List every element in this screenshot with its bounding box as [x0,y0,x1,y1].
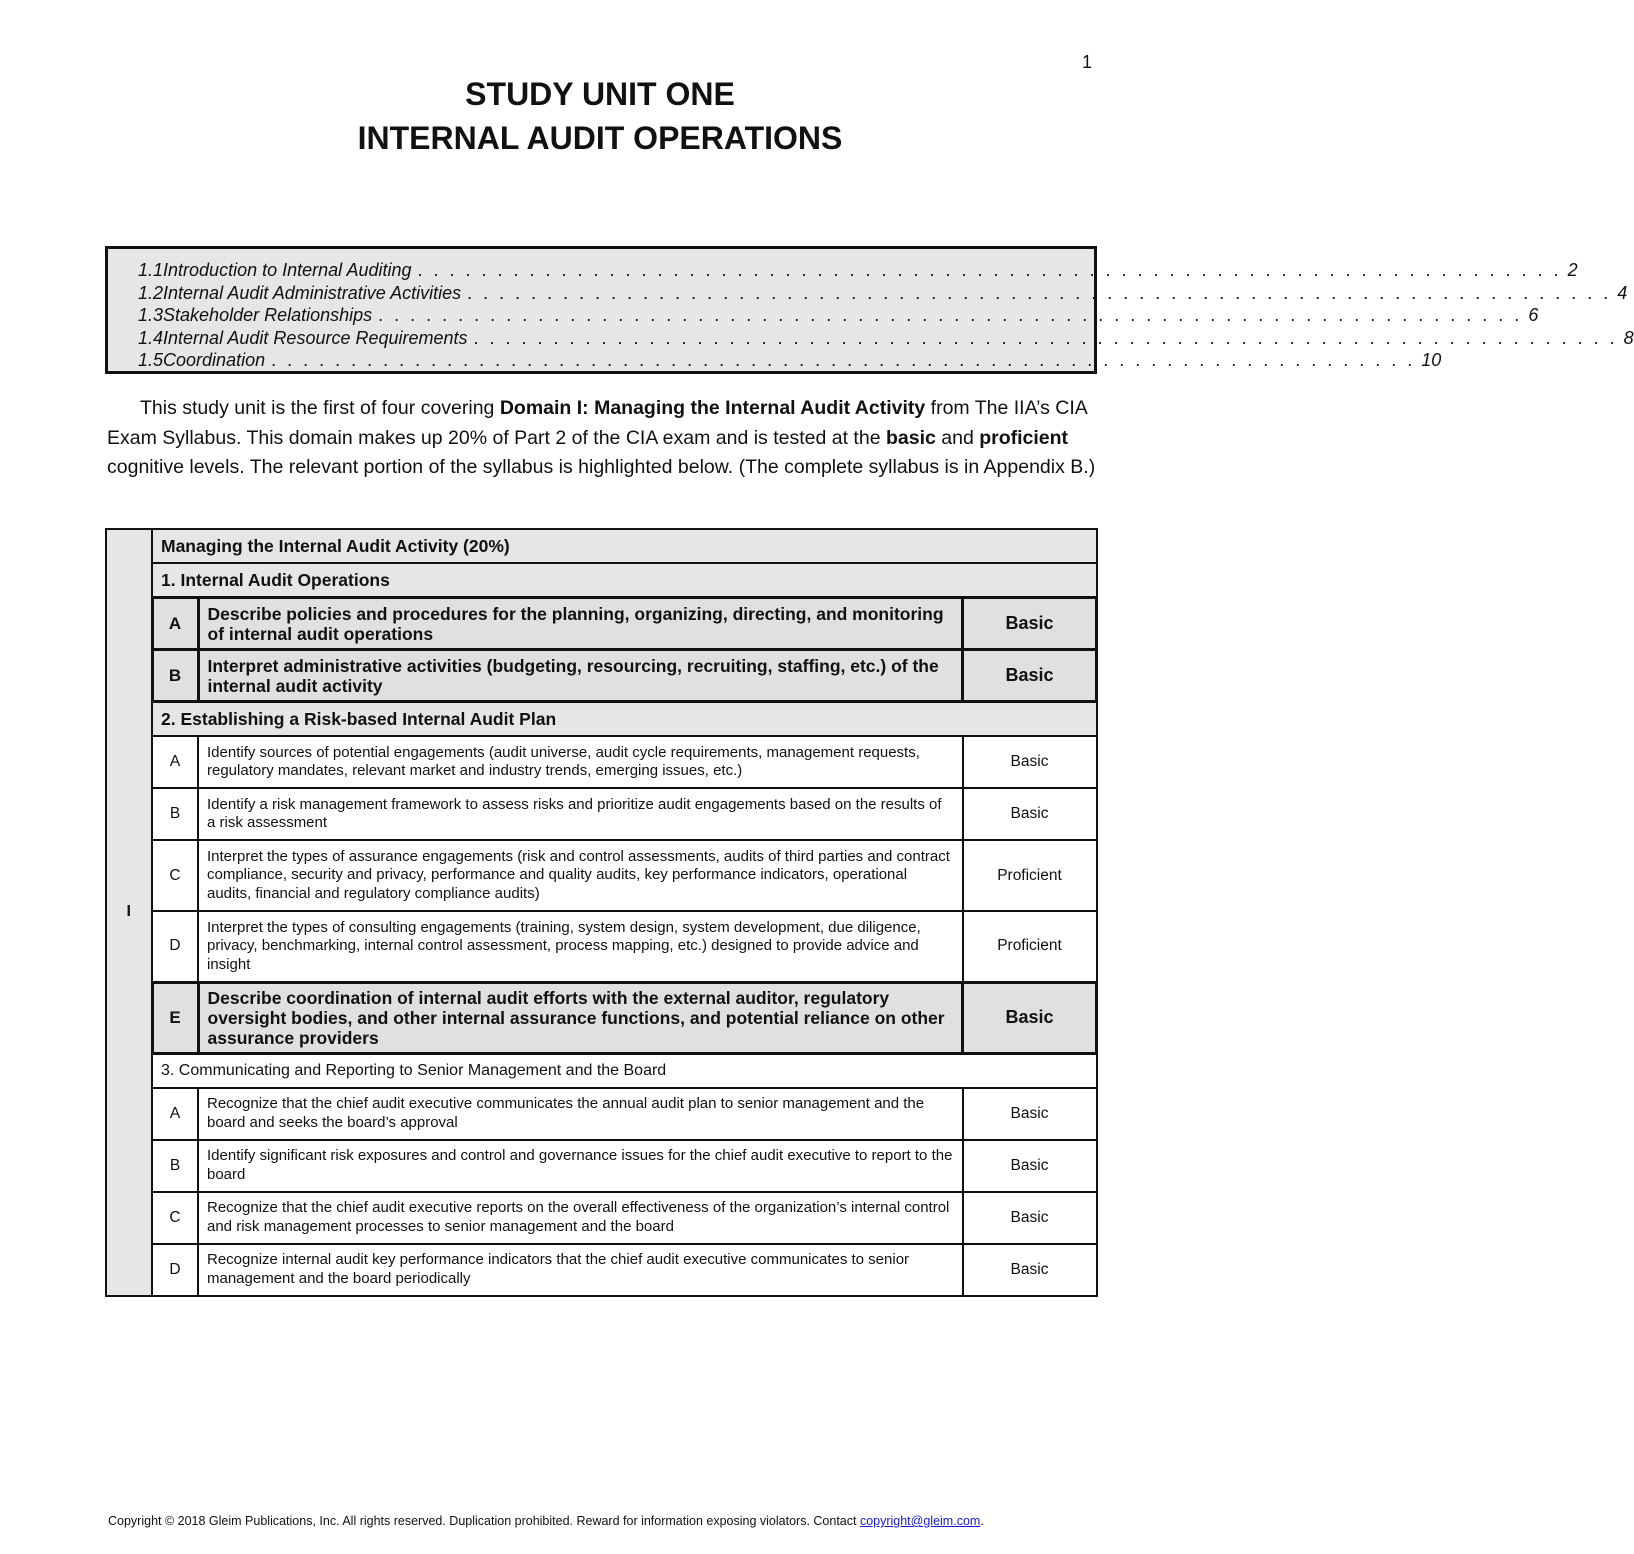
toc-title: Internal Audit Resource Requirements [163,327,468,348]
item-level: Basic [963,650,1097,702]
item-description: Recognize that the chief audit executive communicates the annual audit plan to senior management and the board and seeks the board’s approval [198,1088,963,1140]
table-row [106,650,1097,702]
intro-proficient: proficient [979,426,1069,449]
toc-leader: . . . . . . . . . . . . . . . . . . . . . . . . . . . . . . . . . . . . . . . . . . . . . . . . . . . . . . . . . . . . . . . . . . . . . . . . [467,282,1612,303]
toc-title: Internal Audit Administrative Activities [163,282,462,303]
item-description: Describe policies and procedures for the planning, organizing, directing, and monitoring of internal audit operations [198,598,963,650]
toc-number: 1.3 [138,305,164,325]
section-header-row [106,1053,1097,1088]
toc-row[interactable] [108,304,1539,327]
section-header-row [106,702,1097,737]
toc-page: 6 [1528,305,1539,325]
toc-number: 1.1 [138,260,164,280]
copyright-footer [108,1514,1098,1528]
item-description: Identify a risk management framework to assess risks and prioritize audit engagements based on the results of a risk assessment [198,788,963,840]
page-title-line-2: INTERNAL AUDIT OPERATIONS [357,120,843,156]
table-row [106,788,1097,840]
intro-text: This study unit is the first of four covering [140,397,500,419]
item-letter: A [152,1088,198,1140]
toc-row[interactable] [108,282,1628,305]
table-of-contents [105,246,1634,374]
item-description: Recognize that the chief audit executive reports on the overall effectiveness of the organization’s internal control and risk management processes to senior management and the board [198,1192,963,1244]
item-level: Basic [963,1088,1097,1140]
toc-number: 1.5 [138,350,164,370]
table-row [106,982,1097,1053]
item-letter: B [152,1140,198,1192]
item-letter: A [152,598,198,650]
syllabus-table [105,528,1098,1297]
table-row [106,1192,1097,1244]
item-description: Interpret the types of consulting engagements (training, system design, system development, due diligence, privacy, benchmarking, internal control assessment, process mapping, etc.) designed to provide advice and insight [198,911,963,982]
item-letter: D [152,1244,198,1296]
toc-page: 8 [1623,327,1634,348]
section-title: 1. Internal Audit Operations [152,563,1097,598]
toc-title: Stakeholder Relationships [163,305,373,325]
table-row [106,1140,1097,1192]
page-number: 1 [1081,52,1092,72]
intro-paragraph [107,394,1097,483]
table-row [106,736,1097,788]
toc-number: 1.2 [138,282,164,303]
toc-page: 2 [1567,260,1578,280]
toc-row[interactable] [108,327,1634,350]
item-letter: C [152,840,198,911]
item-description: Interpret administrative activities (budgeting, resourcing, recruiting, staffing, etc.) of the internal audit activity [198,650,963,702]
toc-page: 4 [1617,282,1628,303]
toc-leader: . . . . . . . . . . . . . . . . . . . . . . . . . . . . . . . . . . . . . . . . . . . . . . . . . . . . . . . . . . . . . . . . . . . . . . . . [271,350,1416,370]
item-letter: B [152,650,198,702]
item-level: Basic [963,1192,1097,1244]
item-description: Interpret the types of assurance engagements (risk and control assessments, audits of third parties and contract compliance, security and privacy, performance and quality audits, key performance indicators, operational audits, financial and regulatory compliance audits) [198,840,963,911]
item-level: Proficient [963,911,1097,982]
item-level: Basic [963,1244,1097,1296]
item-letter: D [152,911,198,982]
item-description: Describe coordination of internal audit efforts with the external auditor, regulatory oversight bodies, and other internal assurance functions, and potential reliance on other assurance providers [198,982,963,1053]
intro-text: from The IIA’s CIA Exam Syllabus. This domain makes up 20% of Part 2 of the CIA exam and is tested at the [107,397,1087,449]
footer-text: Copyright © 2018 Gleim Publications, Inc. All rights reserved. Duplication prohibited. Reward for information exposing violators. Contact [108,1514,860,1528]
intro-basic: basic [885,426,936,449]
item-description: Identify sources of potential engagements (audit universe, audit cycle requirements, management requests, regulatory mandates, relevant market and industry trends, emerging issues, etc.) [198,736,963,788]
item-level: Basic [963,598,1097,650]
item-description: Identify significant risk exposures and control and governance issues for the chief audit executive to report to the board [198,1140,963,1192]
domain-title: Managing the Internal Audit Activity (20%) [152,529,1097,563]
toc-number: 1.4 [138,327,164,348]
toc-title: Introduction to Internal Auditing [163,260,412,280]
toc-leader: . . . . . . . . . . . . . . . . . . . . . . . . . . . . . . . . . . . . . . . . . . . . . . . . . . . . . . . . . . . . . . . . . . . . . . . . [378,305,1523,325]
item-level: Basic [963,736,1097,788]
toc-title: Coordination [163,350,266,370]
toc-row[interactable] [108,259,1578,282]
item-level: Basic [963,788,1097,840]
domain-label: I [106,529,152,1296]
section-title: 2. Establishing a Risk-based Internal Audit Plan [152,702,1097,737]
contact-email-link[interactable]: copyright@gleim.com [859,1514,981,1528]
table-row [106,1244,1097,1296]
item-description: Recognize internal audit key performance indicators that the chief audit executive communicates to senior management and the board periodically [198,1244,963,1296]
table-row [106,840,1097,911]
table-row [106,598,1097,650]
item-letter: A [152,736,198,788]
section-title: 3. Communicating and Reporting to Senior Management and the Board [152,1053,1097,1088]
item-level: Basic [963,982,1097,1053]
toc-row[interactable] [108,349,1442,372]
table-row [106,911,1097,982]
footer-end: . [980,1514,984,1528]
toc-leader: . . . . . . . . . . . . . . . . . . . . . . . . . . . . . . . . . . . . . . . . . . . . . . . . . . . . . . . . . . . . . . . . . . . . . . . . [473,327,1618,348]
toc-leader: . . . . . . . . . . . . . . . . . . . . . . . . . . . . . . . . . . . . . . . . . . . . . . . . . . . . . . . . . . . . . . . . . . . . . . . . [417,260,1562,280]
intro-domain-name: Domain I: Managing the Internal Audit Activity [499,397,926,419]
toc-page: 10 [1421,350,1442,370]
section-header-row [106,563,1097,598]
table-row [106,1088,1097,1140]
item-letter: E [152,982,198,1053]
item-letter: B [152,788,198,840]
intro-text: cognitive levels. The relevant portion of the syllabus is highlighted below. (The complete syllabus is in Appendix B.) [107,456,1096,478]
item-letter: C [152,1192,198,1244]
item-level: Basic [963,1140,1097,1192]
domain-header-row [106,529,1097,563]
page-title-line-1: STUDY UNIT ONE [465,76,735,112]
intro-text: and [935,426,980,449]
item-level: Proficient [963,840,1097,911]
